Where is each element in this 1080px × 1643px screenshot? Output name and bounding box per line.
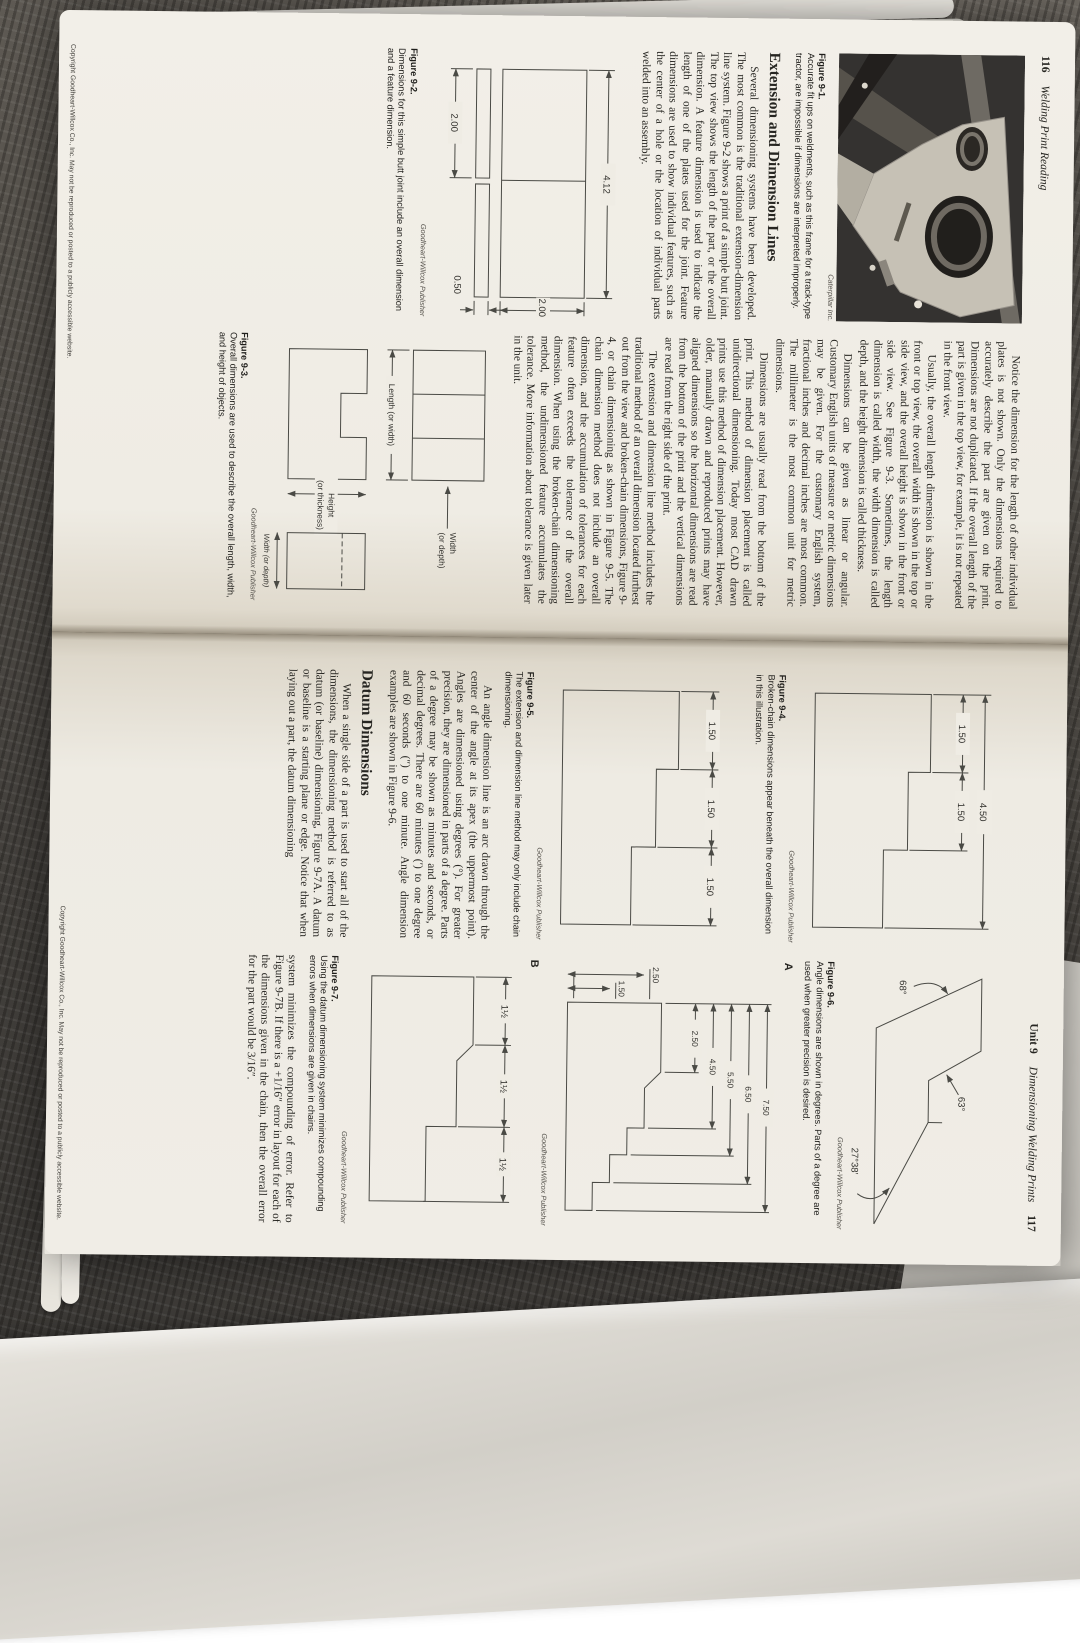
part-outline — [561, 690, 680, 925]
figure-9-5-drawing — [544, 672, 743, 942]
label-height: Height — [327, 493, 337, 518]
paragraph-angle-dimension: An angle dimension line is an arc drawn through the center of the angle at its apex (the uppermost point). Angles are dimensioned using degrees (°). For greater precision, they are dimensioned in parts of a degree. Parts of a degree may be shown as minutes and seconds, or decimal degrees. There are 60 minutes (′) to one degree and 60 seconds (″) to one minute. Angle dimension examples are shown in Figure 9-6. — [383, 670, 494, 939]
part-outline — [369, 976, 474, 1202]
running-head-116 — [1032, 56, 1051, 610]
angle-label: 68° — [897, 980, 908, 995]
label-height-2: (or thickness) — [316, 480, 327, 530]
dim-label: 4.50 — [977, 803, 988, 822]
paragraph: Dimensions can be given as linear or angular. Customary English units of measure or metric dimensions may be given. For the customary English system, fractional inches and decimal inches are most common. The millimeter is the most common unit for metric dimensions. — [769, 339, 853, 608]
angle-label: 27°38′ — [848, 1148, 859, 1175]
figure-9-6-caption — [799, 961, 836, 1229]
dim-label: 2.50 — [651, 967, 661, 984]
page-116 — [52, 10, 1076, 644]
section-heading-datum-dimensions: Datum Dimensions — [355, 670, 376, 938]
paragraph: Several dimensioning systems have been developed. The most common is the traditional extension-dimension line system. Figure 9-2 shows a print of a simple butt joint. The top view shows the length of the part, or the overall dimension. A feature dimension is used to indicate the length of one of the plates used for the joint. Feature dimensions are used to show individual features, such as the center of a hole or the location of individual parts welded into an assembly. — [636, 51, 761, 320]
book-title: Welding Print Reading — [1038, 85, 1051, 190]
figure-9-5-caption-number: Figure 9-5. — [521, 672, 536, 940]
figure-9-3-caption — [213, 332, 250, 600]
dim-label: 1½ — [498, 1005, 509, 1018]
column-left — [110, 44, 1025, 323]
extension-lines — [571, 968, 772, 1212]
column-right — [99, 952, 1014, 1231]
unit-title: Dimensioning Welding Prints — [1025, 1067, 1039, 1203]
paragraph: Usually, the overall length dimension is shown in the front or top view, the overall width is shown in the top or side view, and the overall height is shown in the front or side view. See Figure 9-3. Sometimes, the length dimension is called width, the width dimension is called depth, and the height dimension is called thickness. — [853, 340, 937, 609]
label-length: Length (or width) — [387, 384, 398, 447]
figure-9-7a-drawing — [549, 958, 782, 1229]
part-outline — [812, 693, 931, 928]
figure-9-2-credit: Goodheart-Willcox Publisher — [418, 48, 430, 316]
dim-label: 1.50 — [956, 725, 967, 744]
dim-label: 1.50 — [955, 803, 966, 822]
figure-9-4-caption-number: Figure 9-4. — [773, 675, 788, 943]
dim-label: 7.50 — [761, 1099, 771, 1116]
subfigure-label-b: B — [525, 960, 540, 1226]
open-book — [44, 10, 1075, 1266]
running-head-117 — [1025, 678, 1044, 1232]
dim-label: 0.50 — [451, 275, 462, 294]
figure-9-3-drawing — [259, 332, 498, 603]
figure-9-2-drawing — [428, 48, 623, 318]
figure-9-7-caption-text: Using the datum dimensioning system minimizes compounding errors when dimensions are given in chains. — [305, 955, 328, 1212]
section-heading-extension-dimension-lines: Extension and Dimension Lines — [762, 52, 783, 320]
figure-9-1-caption — [790, 53, 827, 321]
figure-9-7-caption-number: Figure 9-7. — [326, 955, 341, 1223]
column-left — [102, 666, 1017, 945]
dim-label: 4.50 — [708, 1059, 718, 1076]
copyright-line: Copyright Goodheart-Willcox Co., Inc. May not be reproduced or posted to a publicly accessible website. — [55, 666, 69, 1220]
paragraph-datum: When a single side of a part is used to start all of the dimensions, the dimensioning method is referred to as datum (or baseline) dimensioning, Figure 9-7A. A datum or baseline is a starting plane or edge. Notice that when laying out a part, the datum dimensioning — [282, 669, 353, 938]
figure-9-2-caption-number: Figure 9-2. — [404, 48, 419, 316]
page-number: 117 — [1025, 1215, 1037, 1232]
unit-label: Unit 9 — [1027, 1023, 1039, 1054]
dim-label: 1½ — [497, 1158, 508, 1171]
figure-9-7a-credit: Goodheart-Willcox Publisher — [539, 958, 551, 1226]
figure-9-1-credit: Caterpillar Inc. — [826, 53, 838, 321]
extension-lines — [448, 69, 615, 317]
label-width-2: (or depth) — [437, 532, 447, 568]
label-width-side: Width (or depth) — [262, 534, 272, 588]
dim-label: 2.00 — [536, 298, 547, 317]
angle-label: 63° — [955, 1097, 966, 1112]
column-right — [106, 330, 1021, 609]
figure-9-5-caption-text: The extension and dimension line method may only include chain dimensioning. — [502, 671, 524, 937]
page-number: 116 — [1039, 56, 1051, 73]
dim-label: 4.12 — [600, 175, 611, 194]
figure-9-1-caption-text: Accurate fit ups on weldments, such as this frame for a track-type tractor, are impossible if dimensions are interpreted improperly. — [791, 53, 815, 319]
figure-9-2-caption — [382, 48, 419, 316]
subfigure-label-a: A — [779, 963, 794, 1229]
paragraph-final: system minimizes the compounding of error. Refer to Figure 9-7B. If there is a +1/16″ error in layout for each of the dimensions given in the chain, then the overall error for the part would be 3/16″. — [241, 954, 298, 1223]
figure-9-1-caption-number: Figure 9-1. — [813, 53, 828, 321]
dim-label: 1.50 — [704, 878, 715, 897]
page-117 — [44, 632, 1068, 1266]
dim-label: 1.50 — [705, 800, 716, 819]
figure-9-6-caption-text: Angle dimensions are shown in degrees. Parts of a degree are used when greater precision is desired. — [802, 961, 825, 1216]
part-outline — [565, 1002, 662, 1211]
dim-label: 1.50 — [617, 981, 627, 998]
paragraph: The extension and dimension line method includes the traditional method of an overall dimension located furthest out from the view and broken-chain dimensions, Figure 9-4, or chain dimensioning as shown in Figure 9-5. The chain dimension method does not include an overall dimension, and the accumulation of tolerances for each feature often exceeds the tolerance of the overall dimension. When using the broken-chain dimensioning method, the undimensioned feature accumulates the tolerance. More information about tolerance is given later in the unit. — [507, 335, 659, 605]
dim-label: 2.50 — [690, 1031, 700, 1048]
figure-9-4-credit: Goodheart-Willcox Publisher — [786, 675, 798, 943]
dim-label: 2.00 — [448, 113, 459, 132]
figure-9-2-caption-text: Dimensions for this simple butt joint include an overall dimension and a feature dimension. — [385, 48, 408, 311]
figure-9-3-credit: Goodheart-Willcox Publisher — [249, 332, 261, 600]
figure-9-6-drawing — [845, 962, 1012, 1232]
figure-9-5-credit: Goodheart-Willcox Publisher — [534, 672, 546, 940]
dim-label: 1.50 — [706, 722, 717, 741]
figure-9-3-caption-number: Figure 9-3. — [236, 332, 251, 600]
copyright-line: Copyright Goodheart-Willcox Co., Inc. May not be reproduced or posted to a publicly accessible website. — [62, 44, 76, 598]
figure-9-4-caption-text: Broken-chain dimensions appear beneath the overall dimension in this illustration. — [754, 674, 776, 934]
label-width: Width — [449, 533, 459, 555]
figure-9-7-caption — [303, 955, 340, 1223]
extension-lines — [884, 694, 991, 929]
dim-label: 6.50 — [743, 1086, 753, 1103]
figure-9-1-photo — [836, 53, 1025, 323]
paragraph: Dimensions are usually read from the bottom of the print. This method of dimension placement is called unidirectional dimensioning. Today most CAD drawn prints use this method of dimension placement. However, older, manually drawn and reproduced prints may have aligned dimensions so the horizontal dimensions are read from the bottom of the print and the vertical dimensions are read from the right side of the print. — [658, 337, 769, 606]
figure-9-7b-drawing — [349, 955, 528, 1225]
dim-label: 5.50 — [726, 1072, 736, 1089]
figure-9-4-caption — [750, 674, 787, 942]
figure-9-4-drawing — [796, 675, 1011, 946]
figure-9-5-caption — [499, 671, 536, 939]
figure-9-7b-credit: Goodheart-Willcox Publisher — [339, 955, 351, 1223]
dim-label: 1½ — [498, 1080, 509, 1093]
figure-9-3-caption-text: Overall dimensions are used to describe the overall length, width, and height of objects. — [217, 332, 239, 598]
paragraph: Notice the dimension for the length of other individual plates is not shown. Only the dimensions required to accurately describe the part are given on the print. Dimensions are not duplicated. If the overall length of the part is given in the top view, for example, it is not repeated in the front view. — [937, 341, 1021, 610]
figure-9-6-caption-number: Figure 9-6. — [821, 961, 836, 1229]
figure-9-6-credit: Goodheart-Willcox Publisher — [835, 961, 847, 1229]
